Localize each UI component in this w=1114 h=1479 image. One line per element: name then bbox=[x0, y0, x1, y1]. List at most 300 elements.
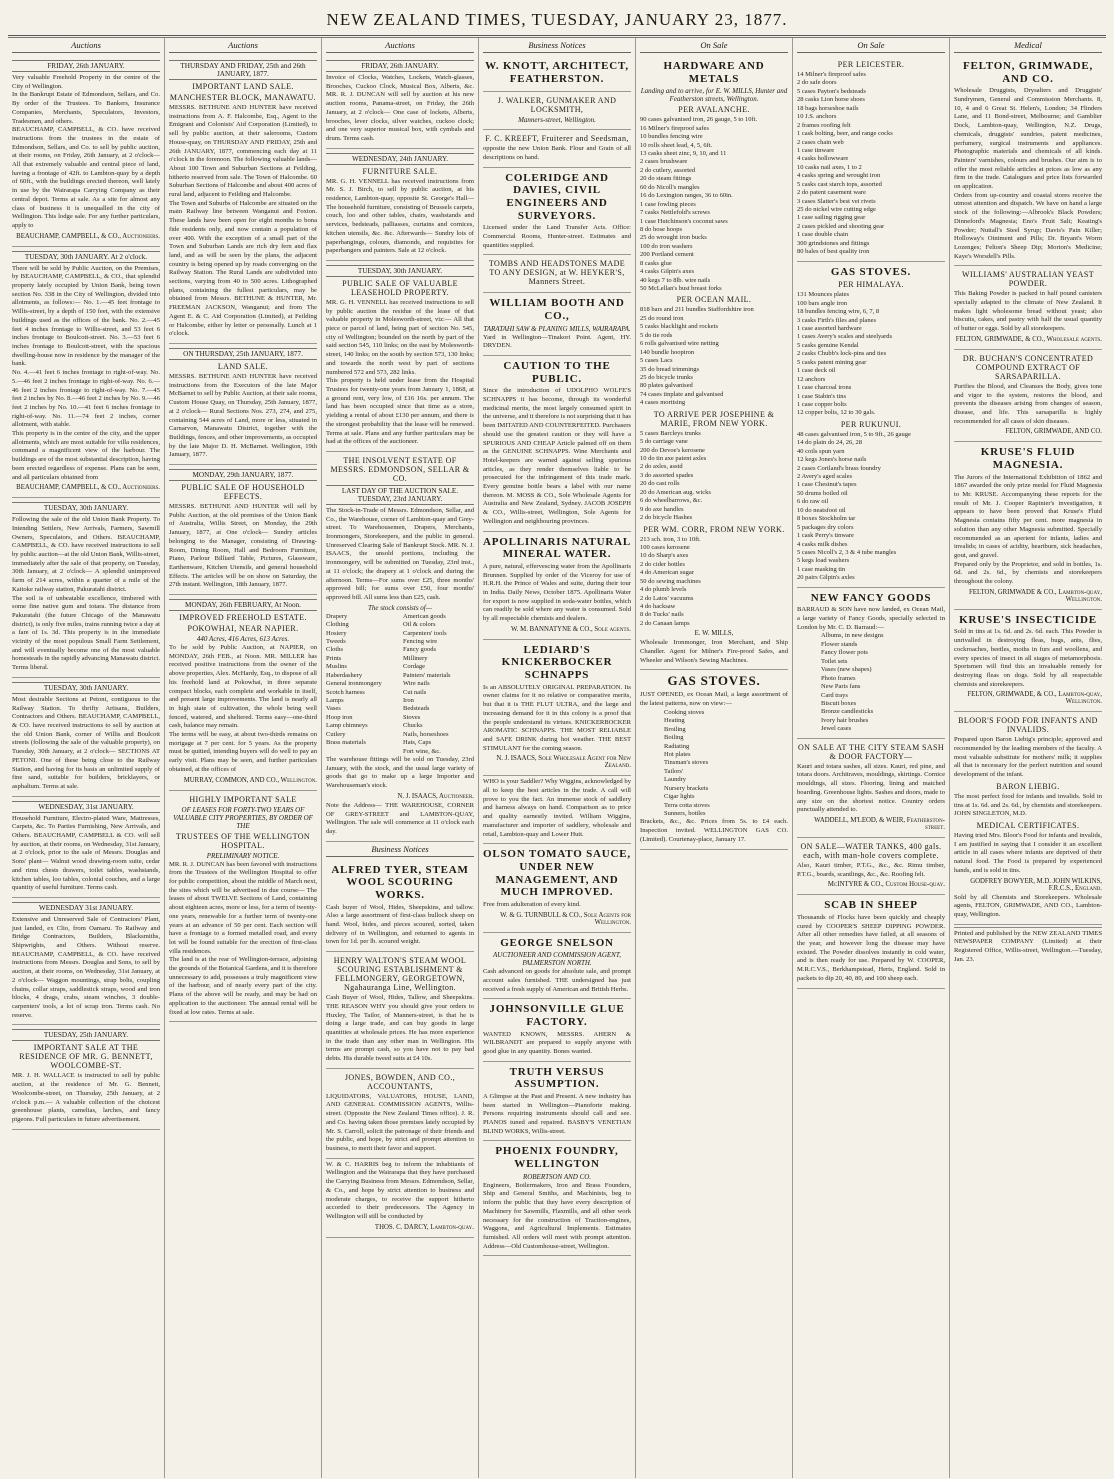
advert-headline: BLOOR'S FOOD FOR INFANTS AND INVALIDS. bbox=[958, 716, 1098, 735]
advert-body: Invoice of Clocks, Watches, Lockets, Watch-glasses, Brooches, Cuckoo Clock, Musical Box, Alberts, &c. MR. R. J. DUNCAN will sell by auction at his new auction rooms, Panama-street, on Friday, the 26th January, at 2 o'clock— One case of lockets, Alberts, brooches, lever clocks, silver watches, cuckoo clock; and one very superior musical box, with cymbals and drum. Terms cash. bbox=[326, 74, 474, 142]
advert-body: Wholesale Druggists, Drysalters and Druggists' Sundrymen, General and Commission Merchants. 8, 10, 4 and 6 Great St. Helen's, London; 34 Flinders Lane, and 11 Bond-street, Melbourne; and Gamblier Dock, Lambton-quay, Wellington, N.Z. Drugs, chemicals, druggists' sundries, patent medicines, perfumery, surgical instruments and appliances. Photographic materials and chemicals of all kinds. Painters' varnishes, colours and brushes. Our aim is to offer the most reliable articles at prices as low as any firm in the trade. Catalogues and price lists forwarded on application. bbox=[954, 87, 1102, 191]
printer-imprint: Printed and published by the NEW ZEALAND TIMES NEWSPAPER COMPANY (Limited) at their Registered Office, Willis-street, Wellington.—Tuesday, Jan. 23. bbox=[954, 929, 1102, 963]
advert-headline: LAND SALE. bbox=[217, 361, 269, 371]
list-item: 16 do Lexington ranges, 36 to 60in. bbox=[640, 192, 733, 200]
advert-body: A pure, natural, effervescing water from the Apollinaris Brunnen. Supplied by order of the Viceroy for use of H.R.H. the Prince of Wales and suite, during their tour in India. Daily News, October 1875. Apollinaris Water for export is now supplied in soda-water bottles, which can readily be sold where any water is consumed. Sold by all respectable chemists and dealers. bbox=[483, 562, 631, 623]
advert-body: MR. J. H. WALLACE is instructed to sell by public auction, at the residence of Mr. G. Bennett, Woolcombe-street, on Thursday, 25th January, at 2 o'clock p.m.— A valuable collection of the choicest greenhouse plants, camelias, larches, and fancy pigeons. Full particulars in future advertisement. bbox=[12, 1072, 160, 1123]
advert-alfred-tyer bbox=[326, 860, 474, 952]
advert-date: WEDNESDAY, 24th JANUARY. bbox=[326, 153, 474, 165]
list-item: Brass materials bbox=[326, 739, 366, 747]
list-item: Ivory hair brushes bbox=[821, 716, 869, 724]
list-item: Prints bbox=[326, 654, 342, 662]
column-medical bbox=[950, 38, 1106, 1478]
list-item: 9 do axe handles bbox=[640, 505, 684, 513]
list-item: 5 do carriage vane bbox=[640, 438, 688, 446]
advert-harris-carrying bbox=[326, 1159, 474, 1238]
advert-clocks-watches bbox=[326, 56, 474, 149]
list-item: Millinery bbox=[403, 654, 428, 662]
advert-title: GAS STOVES. bbox=[667, 673, 761, 689]
advert-signature: GODFREY BOWYER, M.D. JOHN WILKINS, F.R.C.S., England. bbox=[970, 877, 1102, 892]
advert-date: THURSDAY AND FRIDAY, 25th and 26th JANUARY, 1877. bbox=[169, 60, 317, 80]
advert-signature: W. M. BANNATYNE & CO., Sole agents. bbox=[510, 625, 631, 633]
advert-insolvent-estate bbox=[326, 452, 474, 842]
list-item: Cloths bbox=[326, 646, 343, 654]
list-item: 40 kegs 7 to 8lb. wire nails bbox=[640, 276, 711, 284]
advert-date: LAST DAY OF THE AUCTION SALE. TUESDAY, 23rd JANUARY. bbox=[326, 485, 474, 505]
list-item: 14 Milner's fireproof safes bbox=[797, 71, 866, 78]
list-item: Nursery brackets bbox=[664, 784, 709, 792]
list-item: 1 cases Avery's scales and steelyards bbox=[797, 333, 893, 341]
advert-title: APOLLINARIS NATURAL MINERAL WATER. bbox=[483, 535, 631, 561]
list-item: 2 do safe doors bbox=[797, 79, 837, 87]
advert-headline: Very valuable Freehold Property in the centre of the City of Wellington. bbox=[12, 74, 160, 90]
list-item: Clothing bbox=[326, 621, 349, 629]
advert-signature: WADDELL, M'LEOD, & WEIR, Featherston-street. bbox=[814, 816, 945, 831]
advert-signature: FELTON, GRIMWADE, & CO., Wholesale agents. bbox=[955, 335, 1102, 343]
fancy-goods-list bbox=[797, 632, 945, 733]
advert-insecticide bbox=[954, 610, 1102, 713]
advert-date: WEDNESDAY 31st JANUARY. bbox=[12, 902, 160, 914]
list-item: 2 do cider bottles bbox=[640, 560, 685, 568]
cargo-list bbox=[797, 431, 945, 583]
advert-hospital-leases bbox=[169, 791, 317, 1023]
cargo-list bbox=[640, 306, 788, 407]
list-item: 2 Avery's aged scales bbox=[797, 473, 853, 481]
shipment-heading: PER AVALANCHE. bbox=[678, 105, 750, 115]
advert-subhead: Landing and to arrive, for E. W. MILLS, Hunter and Featherston streets, Wellington. bbox=[640, 87, 788, 104]
advert-fancy-goods bbox=[797, 588, 945, 739]
list-item: 4 do plumb levels bbox=[640, 586, 687, 594]
column-auctions-2 bbox=[165, 38, 322, 1478]
list-item: 1 case masking tin bbox=[797, 565, 846, 573]
stock-list-right bbox=[403, 613, 474, 756]
list-item: Cutlery bbox=[326, 730, 346, 738]
list-item: 2 frames roofing felt bbox=[797, 121, 851, 129]
list-item: 25 do round iron bbox=[640, 314, 684, 322]
list-item: Photo frames bbox=[821, 674, 856, 682]
list-item: 2 cases brushware bbox=[640, 158, 688, 166]
advert-signature: BEAUCHAMP, CAMPBELL, & CO., Auctioneers. bbox=[16, 232, 160, 240]
advert-water-tanks bbox=[797, 838, 945, 895]
list-item: 1 case charcoal irons bbox=[797, 384, 852, 392]
advert-body: Cash advanced on goods for absolute sale, and prompt account sales furnished. THE undersigned has just received a fresh supply of American and British Herbs. bbox=[483, 968, 631, 993]
list-item: 1 case Chestnut's tapes bbox=[797, 481, 857, 489]
advert-headline: HENRY WALTON'S STEAM WOOL SCOURING ESTABLISHMENT & FELLMONGERY, GEORGETOWN, Ngahauranga Line, Wellington. bbox=[333, 956, 467, 993]
list-item: Toilet sets bbox=[821, 657, 848, 665]
list-item: 818 bars and 211 bundles Staffordshire iron bbox=[640, 306, 754, 314]
column-heading: Medical bbox=[954, 38, 1102, 53]
list-item: Muslins bbox=[326, 663, 347, 671]
list-item: Cordage bbox=[403, 663, 426, 671]
advert-signature: W. & G. TURNBULL & CO., Sole Agents for Wellington. bbox=[500, 911, 631, 926]
advert-furniture-sale bbox=[326, 149, 474, 261]
advert-title: TRUTH VERSUS ASSUMPTION. bbox=[509, 1065, 605, 1091]
advert-felton-grimwade bbox=[954, 56, 1102, 266]
list-item: 4 casks hollowware bbox=[797, 155, 849, 163]
advert-body: Cash buyer of Wool, Hides, Sheepskins, and tallow. Also a large assortment of first-class bullock sheep on hand. Wool, hides, and pieces scoured, sorted, taken delivery of in Wellington, and returned to agents in town for 1d. per lb. scoured weight. bbox=[326, 903, 474, 946]
list-item: Hats, Caps bbox=[403, 739, 432, 747]
list-item: 2 cases pickled and shooting gear bbox=[797, 222, 885, 230]
list-item: Chucks bbox=[403, 722, 423, 730]
list-item: 5 kegs load washers bbox=[797, 557, 850, 565]
advert-body: Note the Address— THE WAREHOUSE, CORNER OF GREY-STREET and LAMBTON-QUAY, Wellington. The sale will commence at 11 o'clock each day. bbox=[326, 801, 474, 835]
advert-date: FRIDAY, 26th JANUARY. bbox=[326, 60, 474, 72]
advert-body: MESSRS. BETHUNE AND HUNTER have received instructions from the Executors of the late Major McBarnet to sell by Public Auction, at their sale rooms, Custom House Quay, on Thursday, 25th January, 1877, at 2 o'clock— Rural Sections Nos. 273, 274, and 275, containing 544 acres of Land, more or less, situated in Carnarvon, Manawatu District, together with the Buildings, fences, and other improvements, as occupied by the late Major D. H. McBarnet. Wellington, 19th January, 1877. bbox=[169, 372, 317, 459]
advert-date: FRIDAY, 26th JANUARY. bbox=[12, 60, 160, 72]
list-item: 1 cask bolting, beer, and range cocks bbox=[797, 130, 893, 138]
list-item: 35 do bread trimmings bbox=[640, 365, 700, 373]
list-item: 7 casks Nettlefold's screws bbox=[640, 209, 710, 217]
advert-headline: MANCHESTER BLOCK, MANAWATU. bbox=[169, 93, 317, 102]
list-item: 74 cases tinplate and galvanised bbox=[640, 390, 724, 398]
list-item: 18 bundles fencing wire, 6, 7, 8 bbox=[797, 308, 880, 316]
list-item: 2 cases Cortland's brass foundry bbox=[797, 464, 881, 472]
cargo-list bbox=[640, 536, 788, 629]
list-item: Sunners, bottles bbox=[664, 810, 706, 818]
advert-body: LIQUIDATORS, VALUATORS, HOUSE, LAND, AND GENERAL COMMISSION AGENTS, Willis-street. (Opposite the New Zealand Times office). J. R. and Co. having taken those premises lately occupied by Mr. S. Carroll, solicit the patronage of their friends and the public, and hope, by strict and prompt attention to business, to merit their favor and support. bbox=[326, 1092, 474, 1152]
column-heading: Business Notices bbox=[483, 38, 631, 53]
advert-subhead: 440 Acres, 416 Acres, 613 Acres. bbox=[196, 635, 290, 644]
stove-list bbox=[640, 709, 788, 819]
advert-title: GAS STOVES. bbox=[830, 265, 912, 278]
shipment-heading: PER LEICESTER. bbox=[837, 60, 905, 69]
advert-date: TUESDAY, 25th JANUARY. bbox=[12, 1029, 160, 1041]
advert-headline: IMPORTANT SALE AT THE RESIDENCE OF MR. G. BENNETT, WOOLCOMBE-ST. bbox=[19, 1043, 153, 1071]
advert-yeast-powder bbox=[954, 266, 1102, 350]
advert-body: This property is held under lease from the Hospital Trustees for twenty-one years from January 1, 1868, at a ground rent, very low, of £16 16s. per annum. The land has been occupied since that time as a store, yielding a rental of about £130 per annum, and there is the strongest probability that the lease will be renewed. Terms at sale. Plans and any further particulars may be had at the offices of the auctioneer. bbox=[326, 377, 474, 446]
list-item: 100 do iron washers bbox=[640, 242, 693, 250]
list-item: 80 bales of best quality iron bbox=[797, 248, 870, 256]
list-item: 2 do Canaan lamps bbox=[640, 619, 690, 627]
column-on-sale-2 bbox=[793, 38, 950, 1478]
advert-body: Since the introduction of UDOLPHO WOLFE'S SCHNAPPS it has become, through its wonderful medicinal merits, the most largely consumed spirit in the universe, and it therefore is not surprising that it has been IMITATED AND COUNTERFEITED. Purchasers should use the greatest caution or they will have a SPURIOUS AND CHEAP Article palmed off on them as the GENUINE SCHNAPPS. Wine Merchants and Hotel-keepers are warned against selling spurious articles, as they render themselves liable to be prosecuted for the infringement of this trade mark. Every genuine bottle bears a label with our name thereon. M. MOSS & CO., Sole Wholesale Agents for Australia and New Zealand, Sydney. JACOB JOSEPH & CO., Willis-street, Wellington, Sole Agents for Wellington and neighbouring provinces. bbox=[483, 387, 631, 525]
list-item: 3 do assorted spades bbox=[640, 471, 694, 479]
advert-body: To be sold by Public Auction, at NAPIER, on MONDAY, 26th FEB., at Noon. MR. MILLER has received positive instructions from the owner of the above properties, Alex. McHardy, Esq., to dispose of all his freehold land at Pokowhai, in three separate compact blocks, each complete and workable in itself, and present large improvements. The land is nearly all in high state of cultivation, the whole being well fenced, watered, and sheltered. Terms easy—one-third cash, balance may remain. bbox=[169, 644, 317, 730]
advert-subhead: OF LEASES FOR FORTY-TWO YEARS OF VALUABLE CITY PROPERTIES, BY ORDER OF THE bbox=[173, 805, 313, 830]
list-item: Boiling bbox=[664, 734, 684, 742]
list-item: 1 case fowling pieces bbox=[640, 200, 696, 208]
list-item: 1 case sailing rigging gear bbox=[797, 214, 866, 222]
list-item: Tinsman's stoves bbox=[664, 759, 709, 767]
divider bbox=[954, 927, 1102, 928]
advert-signature: BEAUCHAMP, CAMPBELL, & CO., Auctioneers. bbox=[16, 484, 160, 492]
list-item: 2 cases chain web bbox=[797, 138, 844, 146]
advert-date: MONDAY, 26th FEBRUARY, At Noon. bbox=[169, 599, 317, 611]
advert-pokowhai-estate bbox=[169, 595, 317, 791]
advert-body: Sold by all Chemists and Storekeepers. Wholesale agents, FELTON, GRIMWADE, AND CO., Lambton-quay, Wellington. bbox=[954, 893, 1102, 918]
list-item: 3 casks Firth's files and planes bbox=[797, 316, 876, 324]
cargo-list bbox=[797, 291, 945, 418]
list-item: 5 cases Barcleys trunks bbox=[640, 429, 701, 437]
advert-body: MR. R. J. DUNCAN has been favored with instructions from the Trustees of the Wellington Hospital to offer for public competition, about the middle of March next, the sites which will be advertised in due course— The leases of about TWELVE Sections of Land, containing about eighteen acres, more or less, for a term of twenty-one years, renewable for a further term of twenty-one years at an advance of 50 per cent. Each section will have a frontage to a formed metalled road, and every lot will be found suitable for the erection of first-class villa residences. bbox=[169, 860, 317, 955]
list-item: 10 bundles fencing wire bbox=[640, 133, 703, 141]
advert-knott-architect bbox=[483, 56, 631, 92]
list-item: American goods bbox=[403, 612, 446, 620]
list-item: Heating bbox=[664, 717, 685, 725]
advert-henry-walton bbox=[326, 952, 474, 1069]
list-item: Vases (new shapes) bbox=[821, 666, 872, 674]
list-item: Terra cotta stoves bbox=[664, 801, 710, 809]
advert-body: The Town and Suburbs of Halcombe are situated on the main Railway line between Wanganui and Foxton. These lands have been open for eight months to bona fide residents only, and now contain a population of over 400. With the exception of a small part of the Town and Suburban Lands are rich dry fern and flax land, and as will be seen by the plans, the adjacent country is being opened up by roads converging on the Railway Station. The Rural Lands are subdivided into sections, varying from 40 to 500 acres. Lithographed plans, containing the fullest particulars, may be obtained from Messrs. BETHUNE & HUNTER, Mr. FREEMAN JACKSON, Wanganui; and from The Agent E. & C. Aid Corporation (Limited), at Feilding or Halcombe, either by letter or personally. Lunch at 1 o'clock. bbox=[169, 199, 317, 338]
list-item: Card trays bbox=[821, 691, 848, 699]
advert-title: CAUTION TO THE PUBLIC. bbox=[503, 360, 611, 385]
list-item: Cooking stoves bbox=[664, 708, 705, 716]
column-heading: On Sale bbox=[797, 38, 945, 53]
advert-headline: TOMBS AND HEADSTONES MADE TO ANY DESIGN, at W. HEYKER'S, Manners Street. bbox=[488, 259, 626, 287]
advert-hardware-metals bbox=[640, 56, 788, 670]
list-item: 4 casks milk dishes bbox=[797, 540, 848, 548]
list-item: 12 kegs Jones's horse nails bbox=[797, 456, 867, 464]
list-item: 48 cases galvanised iron, 5 to 9ft., 26 gauge bbox=[797, 430, 911, 438]
list-item: 5 casks cast starch tops, assorted bbox=[797, 180, 882, 188]
advert-date: TUESDAY, 30th JANUARY. bbox=[12, 502, 160, 514]
advert-date: TUESDAY, 30th JANUARY. bbox=[12, 682, 160, 694]
advert-body: The Stock-in-Trade of Messrs. Edmondson, Sellar, and Co., the Warehouse, corner of Lambton-quay and Grey-street. To Warehousemen, Drapers, Merchants, Ironmongers, Storekeepers, and the public in general. Unreserved Clearing Sale of Bankrupt Stock. MR. N. J. ISAACS, the unsold portions, including the ironmongery, will be submitted on Tuesday, 23rd inst., at 11 o'clock; the drapery at 1 o'clock and during the afternoon. Terms—For sums over £25, three months' approved bill; for sums over £50, four months' approved bill. All sums less than £25, cash. bbox=[326, 506, 474, 601]
advert-sarsaparilla bbox=[954, 350, 1102, 443]
advert-farm-sale bbox=[12, 498, 160, 678]
column-on-sale-1 bbox=[636, 38, 793, 1478]
advert-jones-bowden bbox=[326, 1069, 474, 1159]
advert-household-effects bbox=[169, 465, 317, 595]
advert-body: No. 4.—41 feet 6 inches frontage to right-of-way. No. 5.—46 feet 2 inches frontage to right-of-way. No. 6.—46 feet 2 inches frontage to right-of-way. No. 7.—45 feet 2 inches by No. 8.—46 feet 2 inches by No. 9.—46 feet 2 inches by No. 10.—41 feet 6 inches frontage to right-of-way. No. 11.—74 feet 2 inches, corner allotment, with stable. bbox=[12, 369, 160, 429]
advert-title: NEW FANCY GOODS bbox=[810, 591, 932, 604]
advert-glue-factory bbox=[483, 999, 631, 1061]
advert-subhead: AUCTIONEER AND COMMISSION AGENT, PALMERSTON NORTH. bbox=[493, 951, 621, 968]
advert-headline: ON SALE AT THE CITY STEAM SASH & DOOR FACTORY— bbox=[797, 742, 945, 761]
list-item: 4 do hacksaw bbox=[640, 603, 676, 611]
advert-body: Prepared only by the Proprietor, and sold in bottles, 1s. 6d. and 2s. 6d., by chemists and storekeepers throughout the colony. bbox=[954, 560, 1102, 586]
masthead: NEW ZEALAND TIMES, TUESDAY, JANUARY 23, 1877. bbox=[8, 6, 1106, 36]
list-item: Wire nails bbox=[403, 680, 430, 688]
list-item: Iron bbox=[403, 697, 414, 705]
advert-george-snelson bbox=[483, 933, 631, 1000]
advert-body: MR. G. H. VENNELL has received instructions to sell by public auction the residue of the lease of that valuable property in Molesworth-street, viz:— All that piece or parcel of land, being part of section No. 545, city of Wellington; bounded on the north by part of the said section 545, 110 links; on the east by Molesworth-street, 140 links; on the south by section 573, 130 links; and towards the north west by part of sections numbered 572 and 573, 282 links. bbox=[326, 298, 474, 376]
advert-signature: E. W. MILLS, bbox=[694, 630, 734, 638]
list-item: 6 do raw oil bbox=[797, 498, 829, 506]
advert-title: WILLIAM BOOTH AND CO., bbox=[489, 297, 625, 322]
advert-william-booth bbox=[483, 293, 631, 356]
list-item: 2 casks Chubb's lock-pins and ties bbox=[797, 350, 887, 358]
advert-title: KRUSE'S FLUID MAGNESIA. bbox=[980, 446, 1076, 472]
list-item: Bronze candlesticks bbox=[821, 708, 874, 716]
advert-title: FELTON, GRIMWADE, AND CO. bbox=[962, 60, 1094, 85]
advert-headline: FURNITURE SALE. bbox=[362, 166, 438, 176]
shipment-heading: PER RUKUNUI. bbox=[840, 419, 902, 429]
advert-residence-sale bbox=[12, 1025, 160, 1129]
list-item: 4 casks spring and wrought iron bbox=[797, 172, 881, 180]
advert-title: OLSON TOMATO SAUCE, UNDER NEW MANAGEMENT, AND MUCH IMPROVED. bbox=[483, 848, 631, 899]
list-item: Drapery bbox=[326, 612, 348, 620]
advert-household-furniture bbox=[12, 797, 160, 898]
advert-body: The soil is of unbeatable excellence, timbered with some fine native gum and totara. The distance from Pakuratahi (the future Chicago of the Manawatu district), is only five miles, trains running twice a day at a fare of 1s. 3d. This property is in the immediate vicinity of the most populous Small Farm Settlement, and will eventually become one of the most valuable homesteads in the rapidly advancing Manawatu district. Terms liberal. bbox=[12, 594, 160, 672]
advert-title: LEDIARD'S KNICKERBOCKER SCHNAPPS bbox=[501, 643, 613, 682]
list-item: Fancy goods bbox=[403, 646, 437, 654]
advert-title: KRUSE'S INSECTICIDE bbox=[959, 613, 1097, 626]
advert-headline: THE INSOLVENT ESTATE OF MESSRS. EDMONDSON, SELLAR & CO. bbox=[330, 455, 470, 483]
advert-headline: IMPORTANT LAND SALE. bbox=[192, 82, 294, 91]
advert-land-sale bbox=[169, 344, 317, 465]
list-item: Oil & colors bbox=[403, 621, 436, 629]
cargo-list bbox=[640, 430, 788, 523]
list-item: 1 case Hutchinson's coconut saws bbox=[640, 217, 728, 225]
advert-body: Most desirable Sections at Petoni, contiguous to the Railway Station. To thrifty Artisans, Builders, Contractors and Others. BEAUCHAMP, CAMPBELL, & CO. have received instructions to sell by auction at the old Union Bank, corner of Willis and Boulcott streets (following the sale of the valuable property), on Tuesday, 30th January, at 2 o'clock— SECTIONS AT PETONI. One of these being close to the Railway Station, and having for its basis an unlimited supply of fine sand, suitable for builders, bricklayers, or asphaltum. Terms at sale. bbox=[12, 695, 160, 790]
advert-headline: JONES, BOWDEN, AND CO., ACCOUNTANTS, bbox=[344, 1072, 456, 1091]
advert-headline: MEDICAL CERTIFICATES. bbox=[976, 820, 1080, 830]
advert-headline: PUBLIC SALE OF HOUSEHOLD EFFECTS. bbox=[181, 483, 305, 502]
advert-title: JOHNSONVILLE GLUE FACTORY. bbox=[489, 1003, 625, 1028]
list-item: 1 case tinware bbox=[797, 146, 835, 154]
advert-title: PHOENIX FOUNDRY, WELLINGTON bbox=[495, 1145, 619, 1171]
advert-body: Having tried Mrs. Bloor's Food for infants and invalids, I am justified in saying that I consider it an excellent article in all cases where infants are deprived of their natural food. The Food is prepared by experienced hands, and is sold in tins. bbox=[954, 831, 1102, 874]
list-item: Hoop iron bbox=[326, 713, 353, 721]
advert-subhead: ROBERTSON AND CO. bbox=[522, 1172, 592, 1181]
advert-title: COLERIDGE AND DAVIES, CIVIL ENGINEERS AND SURVEYORS. bbox=[505, 171, 609, 222]
advert-signature: FELTON, GRIMWADE & CO., Lambton-quay, Wellington. bbox=[969, 588, 1102, 603]
advert-body: Sold in tins at 1s. 6d. and 2s. 6d. each. This Powder is unrivalled in destroying fleas, bugs, ants, flies, cockroaches, beetles, moths in furs and woollens, and every species of insect in all stages of metamorphosis. Sportsmen will find this an invaluable remedy for destroying fleas on dogs. Sold by all respectable chemists and storekeepers. bbox=[954, 628, 1102, 688]
advert-date: WEDNESDAY, 31st JANUARY. bbox=[12, 801, 160, 813]
list-item: 213 sch. iron, 3 to 10ft. bbox=[640, 535, 701, 543]
advert-title: W. KNOTT, ARCHITECT, FEATHERSTON. bbox=[485, 60, 629, 85]
list-item: Lamp chimneys bbox=[326, 722, 368, 730]
advert-body: opposite the new Union Bank. Flour and Grain of all descriptions on hand. bbox=[483, 145, 631, 161]
advert-body: JUST OPENED, ex Ocean Mail, a large assortment of the latest patterns, now on view:— bbox=[640, 691, 788, 708]
list-item: Jewel cases bbox=[821, 725, 852, 733]
list-item: 20 pairs Gilpin's axles bbox=[797, 574, 855, 582]
list-item: 90 cases galvanised iron, 26 gauge, 5 to 10ft. bbox=[640, 116, 758, 124]
list-item: Stoves bbox=[403, 713, 421, 721]
column-heading: On Sale bbox=[640, 38, 788, 53]
advert-infant-food bbox=[954, 712, 1102, 924]
advert-title: GEORGE SNELSON bbox=[500, 936, 614, 949]
list-item: 5 cases Nicoll's 2, 3 & 4 tube mangles bbox=[797, 548, 897, 556]
advert-body: Is an ABSOLUTELY ORIGINAL PREPARATION. Its owner claims for it no relative or comparative merits, but that it is THE FLUT ULTRA, and the large and increasing demand for it in this colony is a proof that the people understand its virtues. KNICKERBOCKER AROMATIC SCHNAPPS. THE MOST RELIABLE and SAFE DRINK during hot weather. THE BEST STIMULANT for the coming season. bbox=[483, 683, 631, 752]
advert-body: The most perfect food for infants and invalids. Sold in tins at 1s. 6d. and 2s. 6d., by chemists and storekeepers. JOHN SINGLETON, M.D. bbox=[954, 792, 1102, 818]
advert-body: Kauri and totara sashes, all sizes. Kauri, red pine, and totara doors. Architraves, mouldings, skirtings. Cornice mouldings, all sizes. Flooring, lining and matched boarding. Greenhouse lights. Sashes and doors, made to any size on the shortest notice. Country orders punctually attended to. bbox=[797, 762, 945, 814]
advert-body: Licensed under the Land Transfer Acts. Office: Commercial Rooms, Hunter-street. Estimates and quantities supplied. bbox=[483, 224, 631, 249]
advert-contractors-plant bbox=[12, 898, 160, 1025]
list-item: 2 do axles, asstd bbox=[640, 463, 683, 471]
list-item: Tailors' bbox=[664, 767, 684, 775]
list-item: 1 case assorted hardware bbox=[797, 325, 862, 333]
advert-headline: TRUSTEES OF THE WELLINGTON HOSPITAL. bbox=[175, 831, 311, 850]
column-heading: Auctions bbox=[12, 38, 160, 53]
list-item: 5 casks patent mining gear bbox=[797, 358, 867, 366]
advert-walker-gunmaker bbox=[483, 92, 631, 130]
advert-date: ON THURSDAY, 25th JANUARY, 1877. bbox=[169, 348, 317, 360]
list-item: Laundry bbox=[664, 776, 687, 784]
advert-body: A Glimpse at the Past and Present. A new industry has been started in Wellington—Pianoforte making. Persons requiring instruments should call and see. PIANOS tuned and repaired. BASBY'S VENETIAN BLIND WORKS, Willis-street. bbox=[483, 1092, 631, 1135]
list-item: Hosiery bbox=[326, 629, 347, 637]
advert-signature: N. J. ISAACS, Sole Wholesale Agent for New Zealand. bbox=[496, 755, 631, 770]
section-heading-business-notices: Business Notices bbox=[326, 842, 474, 857]
list-item: Flower stands bbox=[821, 640, 858, 648]
list-item: Fancy flower pots bbox=[821, 649, 868, 657]
advert-body: MESSRS. BETHUNE AND HUNTER will sell by Public Auction, at the old premises of the Union Bank of Australia, Willis Street, on Monday, the 29th January, 1877, at One o'clock— Sundry articles belonging to the Manager, consisting of Drawing-Room, Dining Room, Hall and Bedroom Furniture, Piano, Parlour Billiard Table, Pictures, Glassware, Earthenware, Kitchen Utensils, and general household Effects. The articles will be on show on Saturday, the 27th instant. Wellington, 18th January, 1877. bbox=[169, 503, 317, 589]
list-item: 10 do tin axe patent axles bbox=[640, 455, 707, 463]
list-item: 28 casks Lion horse shoes bbox=[797, 96, 865, 104]
advert-date: TUESDAY, 30th JANUARY. At 2 o'clock. bbox=[12, 251, 160, 263]
advert-sash-door-factory bbox=[797, 739, 945, 838]
advert-truth-versus-assumption bbox=[483, 1062, 631, 1142]
cargo-list bbox=[797, 71, 945, 257]
list-item: Broiling bbox=[664, 725, 686, 733]
advert-scab-in-sheep bbox=[797, 895, 945, 988]
advert-headline: HIGHLY IMPORTANT SALE bbox=[189, 794, 297, 804]
column-business-notices bbox=[479, 38, 636, 1478]
list-item: 40 coils spun yarn bbox=[797, 447, 845, 455]
stock-list bbox=[326, 613, 474, 756]
advert-coleridge-davies bbox=[483, 168, 631, 256]
advert-body: The terms will be easy, at about two-thirds remains on mortgage at 7 per cent. for 5 years. As the property must be quitted, intending buyers will do well to pay an early visit. Plans may be seen, and further particulars obtained, at the offices of bbox=[169, 731, 317, 773]
advert-gas-stoves bbox=[640, 670, 788, 849]
advert-body: The warehouse fittings will be sold on Tuesday, 23rd January, with the stock, and the usual large variety of goods that go to make up a large Importer and Warehouseman's stock. bbox=[326, 756, 474, 790]
list-item: 3 cases Slatter's best vei rivets bbox=[797, 197, 876, 205]
shipment-heading: TO ARRIVE PER JOSEPHINE & MARIE, FROM NEW YORK. bbox=[653, 409, 775, 428]
advert-body: BARRAUD & SON have now landed, ex Ocean Mail, a large variety of Fancy Goods, specially selected in London by Mr. C. D. Barraud:— bbox=[797, 606, 945, 631]
list-item: Fort wine, &c. bbox=[403, 747, 441, 755]
advert-date: MONDAY, 29th JANUARY, 1877. bbox=[169, 469, 317, 481]
list-item: Bedsteads bbox=[403, 705, 430, 713]
list-item: 20 do steam fittings bbox=[640, 175, 692, 183]
advert-headline: ON SALE—WATER TANKS, 400 gals. each, with man-hole covers complete. bbox=[800, 841, 942, 860]
list-item: 25 do nickel wire cutting edge bbox=[797, 206, 876, 213]
advert-headline: F. C. KREEFT, Fruiterer and Seedsman, bbox=[485, 134, 629, 144]
advert-signature: MURRAY, COMMON, AND CO., Wellington. bbox=[183, 776, 317, 784]
list-item: 5 casks genuine Kendal bbox=[797, 341, 859, 349]
advert-body: Wholesale Ironmonger, Iron Merchant, and Ship Chandler. Agent for Milner's Fire-proof Safes, and Wheeler and Wilson's Sewing Machines. bbox=[640, 639, 788, 664]
list-item: 140 bundle hoopiron bbox=[640, 348, 695, 356]
advert-body: Prepared upon Baron Liebig's principle; approved and recommended by the leading members of the faculty. A most valuable substitute for mothers' milk; it supplies all that is necessary for the perfect nutrition and sound development of the infant. bbox=[954, 736, 1102, 779]
advert-body: Cash Buyer of Wool, Hides, Tallow, and Sheepskins. THE REASON WHY you should give your orders to Huxley, The Tailor, of Manners-street, is that he is doing a large trade, and can buy goods in large quantities at wholesale prices. He has more experience in the trade than any other man in Wellington. His terms are prompt cash, so you have not to pay bad debts. His durable tweed suits at £4 10s. bbox=[326, 994, 474, 1063]
list-item: 131 Mounces plates bbox=[797, 291, 849, 299]
advert-phoenix-foundry bbox=[483, 1141, 631, 1256]
list-item: 16 Milner's fireproof safes bbox=[640, 124, 709, 132]
list-item: 1 case double chain bbox=[797, 231, 849, 239]
advert-signature: McINTYRE & CO., Custom House-quay. bbox=[827, 881, 945, 889]
advert-signature: FELTON, GRIMWADE, & CO., Lambton-quay, Wellington. bbox=[967, 691, 1102, 706]
list-item: Scotch harness bbox=[326, 688, 365, 696]
list-item: 25 do bicycle trunks bbox=[640, 373, 693, 381]
advert-body: Thousands of Flocks have been quickly and cheaply cured by COOPER'S SHEEP DIPPING POWDER. After all other remedies have failed, at all seasons of the year, and however long the disease may have existed. The Powder dissolves instantly in cold water, and is then ready for use. Prepared by W. COOPER, M.R.C.V.S., Berkhampstead, Herts, England. Sold in packets to dip 20, 40, 80, and 100 sheep each. bbox=[797, 913, 945, 982]
columns-container bbox=[8, 37, 1106, 1478]
advert-freehold-property bbox=[12, 56, 160, 247]
advert-tombs-headstones bbox=[483, 255, 631, 293]
list-item: Hot plates bbox=[664, 750, 691, 758]
advert-caution-schnapps bbox=[483, 356, 631, 532]
list-item: 6 do wheelbarrows, &c. bbox=[640, 497, 703, 505]
list-item: Albums, in new designs bbox=[821, 632, 884, 640]
list-item: 5 packages dry colors bbox=[797, 523, 854, 531]
list-item: 2 do bicycle Hashes bbox=[640, 514, 693, 522]
advert-fluid-magnesia bbox=[954, 442, 1102, 609]
advert-body: WHO is your Saddler? Why Wiggins, acknowledged by all to keep the best articles in the trade. A call will prove to you the fact. An immense stock of saddlery and harness always on hand. Comparison as to price and quality earnestly invited. William Wiggins, manufacturer and importer of saddlery, wholesale and retail, Lambton-quay and Lower Hutt. bbox=[483, 778, 631, 838]
advert-body: Purifies the Blood, and Cleanses the Body, gives tone and vigor to the system, restores the blood, and prevents the diseases arising from changes of season, disease, and life. This sarsaparilla is highly recommended for all cases of skin diseases. bbox=[954, 382, 1102, 425]
list-item: General ironmongery bbox=[326, 680, 382, 688]
list-item: 4 do American sugar bbox=[640, 569, 694, 577]
advert-body: There will be sold by Public Auction, on the Premises, by BEAUCHAMP, CAMPBELL, & CO., that splendid property lately occupied by Union Bank, being town section No. 338 in the City of Wellington, divided into allotments, as follows:— No. 1.—45 feet frontage to Willis-street, by a depth of 150 feet, with the extensive buildings used as the offices of the bank. No. 2.—45 feet 4 inches frontage to Willis-street, and 53 feet 6 inches frontage to Boulcott-street. No. 3.—53 feet 6 inches frontage to Boulcott-street, with the spacious dwelling-house now in residence by the manager of the bank. bbox=[12, 264, 160, 368]
list-item: 8 do Tucks' nails bbox=[640, 611, 684, 619]
advert-olson-tomato-sauce bbox=[483, 844, 631, 932]
advert-headline: DR. BUCHAN'S CONCENTRATED COMPOUND EXTRACT OF SARSAPARILLA. bbox=[962, 353, 1094, 381]
advert-body: Yard in Wellington—Tinakori Point. Agent, HY. DRYDEN. bbox=[483, 333, 631, 350]
list-item: 5 do tie rods bbox=[640, 331, 673, 339]
list-item: Radiating bbox=[664, 742, 690, 750]
advert-union-bank-property bbox=[12, 247, 160, 499]
advert-body: Free from adulteration of every kind. bbox=[483, 900, 581, 908]
list-item: Vases bbox=[326, 705, 341, 713]
advert-date: TUESDAY, 30th JANUARY. bbox=[326, 265, 474, 277]
list-item: 10 casks nail axes, 1 to 2 bbox=[797, 163, 862, 171]
